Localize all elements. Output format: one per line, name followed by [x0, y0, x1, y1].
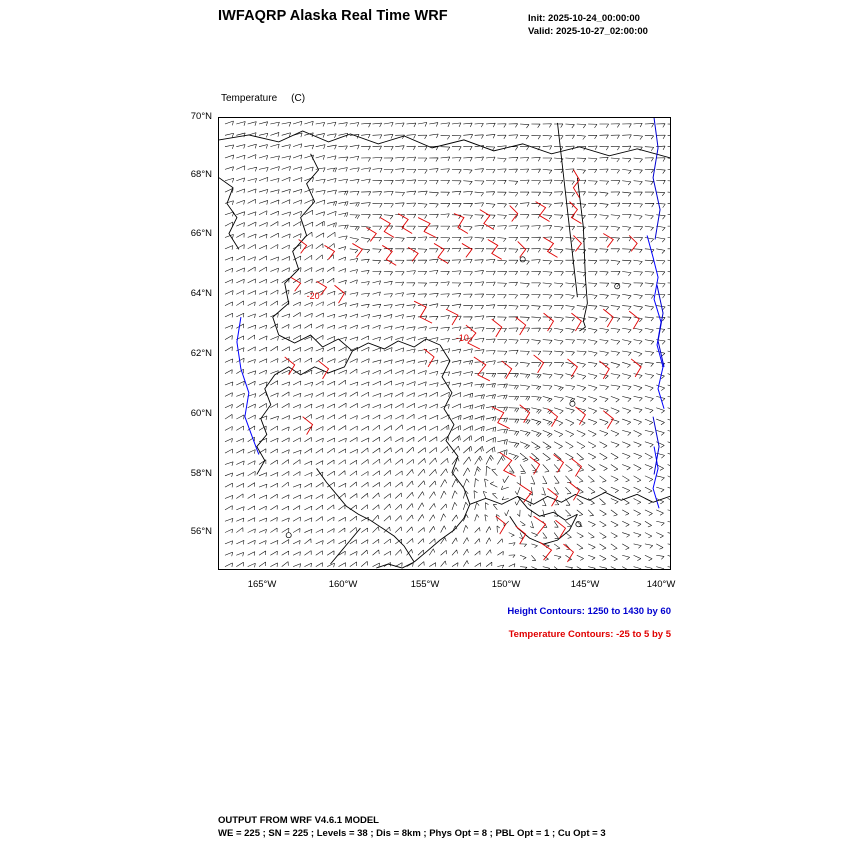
height-contour-note: Height Contours: 1250 to 1430 by 60 [507, 606, 671, 617]
contour-label-minus10: -10 [455, 333, 469, 344]
x-tick-label: 165°W [247, 579, 277, 590]
x-tick-label: 140°W [646, 579, 676, 590]
legend-temperature-name: Temperature [221, 93, 278, 104]
legend-temperature-unit: (C) [291, 93, 306, 104]
temperature-contour-note: Temperature Contours: -25 to 5 by 5 [508, 629, 671, 640]
y-tick-label: 66°N [190, 228, 212, 239]
legend-row-temperature [221, 92, 305, 107]
model-footer [218, 815, 606, 840]
x-tick-label: 145°W [570, 579, 600, 590]
footer-model-line: OUTPUT FROM WRF V4.6.1 MODEL [218, 815, 379, 826]
axis-label-layer [190, 111, 676, 590]
y-tick-label: 70°N [190, 111, 212, 122]
y-tick-label: 62°N [190, 348, 212, 359]
contour-label-minus20: -20 [306, 291, 320, 302]
page-title: IWFAQRP Alaska Real Time WRF [218, 8, 448, 24]
x-tick-label: 155°W [410, 579, 440, 590]
y-tick-label: 56°N [190, 526, 212, 537]
footer-config-line: WE = 225 ; SN = 225 ; Levels = 38 ; Dis = 8km ; Phys Opt = 8 ; PBL Opt = 1 ; Cu Opt = 3 [218, 827, 606, 839]
x-tick-label: 150°W [491, 579, 521, 590]
init-valid-block [528, 12, 648, 38]
y-tick-label: 68°N [190, 169, 212, 180]
y-tick-label: 60°N [190, 408, 212, 419]
init-time: Init: 2025-10-24_00:00:00 [528, 13, 640, 24]
x-tick-label: 160°W [328, 579, 358, 590]
y-tick-label: 64°N [190, 288, 212, 299]
valid-time: Valid: 2025-10-27_02:00:00 [528, 26, 648, 37]
y-tick-label: 58°N [190, 468, 212, 479]
